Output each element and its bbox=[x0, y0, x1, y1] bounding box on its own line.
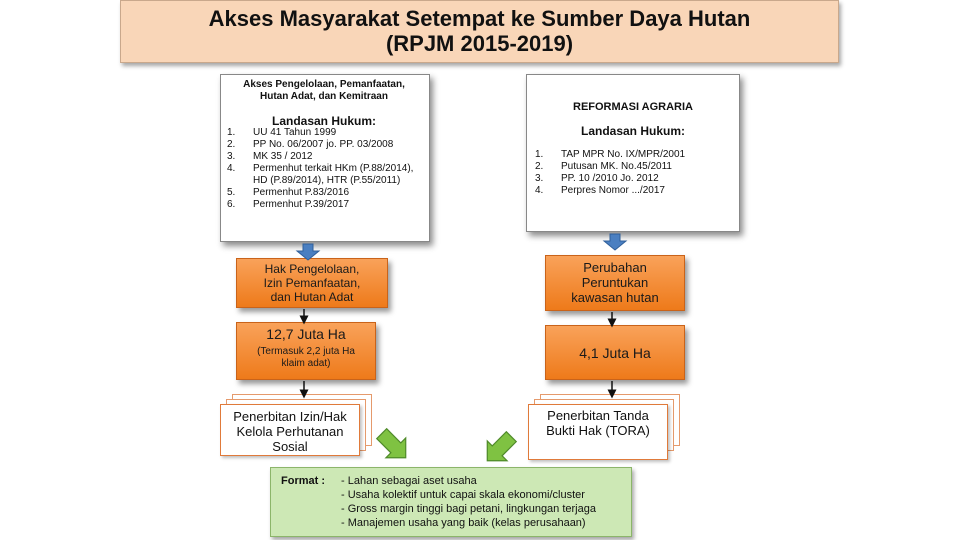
left-step-1-text: Hak Pengelolaan, Izin Pemanfaatan, dan Hutan Adat bbox=[263, 262, 361, 304]
list-item: 1. UU 41 Tahun 1999 bbox=[227, 127, 337, 138]
blue-down-arrow-icon bbox=[297, 244, 319, 260]
list-item: 3. PP. 10 /2010 Jo. 2012 bbox=[535, 173, 659, 184]
blue-down-arrow-icon bbox=[604, 234, 626, 250]
title-line-1: Akses Masyarakat Setempat ke Sumber Daya Hutan bbox=[208, 6, 751, 31]
left-box-heading-1: Akses Pengelolaan, Pemanfaatan, bbox=[243, 79, 405, 90]
title-line-2: (RPJM 2015-2019) bbox=[385, 31, 574, 56]
left-step-2-note: (Termasuk 2,2 juta Ha klaim adat) bbox=[257, 346, 355, 369]
right-step-2-text: 4,1 Juta Ha bbox=[579, 345, 651, 361]
left-doc-text: Penerbitan Izin/Hak Kelola Perhutanan Sosial bbox=[233, 409, 347, 454]
format-item: - Gross margin tinggi bagi petani, lingkungan terjaga bbox=[341, 503, 596, 515]
list-item: 4. Permenhut terkait HKm (P.88/2014), HD (P.89/2014), HTR (P.55/2011) bbox=[227, 163, 414, 186]
format-item: - Usaha kolektif untuk capai skala ekonomi/cluster bbox=[341, 489, 585, 501]
right-doc-text: Penerbitan Tanda Bukti Hak (TORA) bbox=[546, 408, 650, 438]
green-diagonal-arrow-icon bbox=[477, 427, 521, 471]
format-item: - Manajemen usaha yang baik (kelas perusahaan) bbox=[341, 517, 586, 529]
list-item: 3. MK 35 / 2012 bbox=[227, 151, 313, 162]
list-item: 4. Perpres Nomor .../2017 bbox=[535, 185, 665, 196]
right-box-heading: REFORMASI AGRARIA bbox=[573, 101, 693, 113]
list-item: 2. PP No. 06/2007 jo. PP. 03/2008 bbox=[227, 139, 394, 150]
left-box-heading-2: Hutan Adat, dan Kemitraan bbox=[260, 91, 388, 102]
format-label: Format : bbox=[281, 475, 325, 487]
format-item: - Lahan sebagai aset usaha bbox=[341, 475, 477, 487]
list-item: 6. Permenhut P.39/2017 bbox=[227, 199, 350, 210]
list-item: 1. TAP MPR No. IX/MPR/2001 bbox=[535, 149, 686, 160]
green-diagonal-arrow-icon bbox=[372, 424, 416, 468]
right-step-1-text: Perubahan Peruntukan kawasan hutan bbox=[571, 260, 659, 305]
right-box-subheading: Landasan Hukum: bbox=[580, 124, 685, 138]
list-item: 2. Putusan MK. No.45/2011 bbox=[535, 161, 672, 172]
list-item: 5. Permenhut P.83/2016 bbox=[227, 187, 350, 198]
left-step-2-main: 12,7 Juta Ha bbox=[266, 326, 346, 342]
left-box-subheading: Landasan Hukum: bbox=[271, 114, 376, 128]
